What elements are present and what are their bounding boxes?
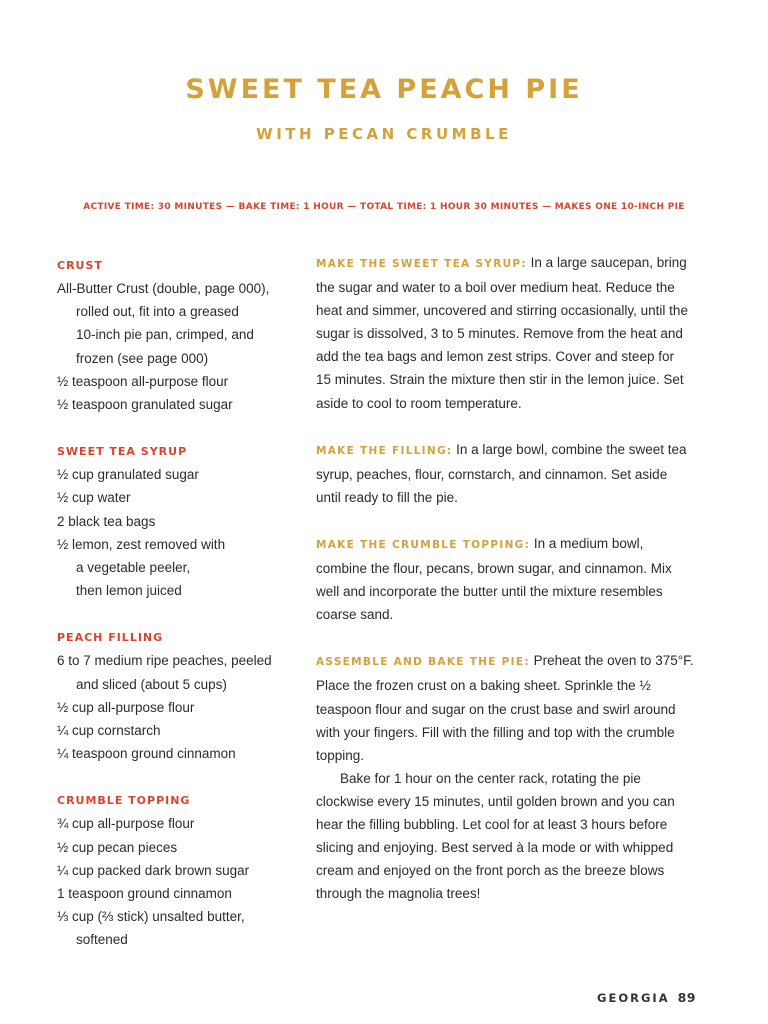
step-heading: ASSEMBLE AND BAKE THE PIE: xyxy=(316,656,530,669)
step-text: until ready to fill the pie. xyxy=(316,489,458,505)
step-text: topping. xyxy=(316,747,365,763)
step-text: cream and enjoyed on the front porch as the breeze blows xyxy=(316,863,665,879)
ingredient-line: frozen (see page 000) xyxy=(76,350,209,366)
footer-section-label: GEORGIA xyxy=(597,991,670,1005)
ingredient-line: ½ teaspoon granulated sugar xyxy=(57,397,233,413)
ingredient-line: ¼ cup packed dark brown sugar xyxy=(57,862,250,878)
step-text: Preheat the oven to 375°F. xyxy=(529,653,694,669)
peach-filling-heading: PEACH FILLING xyxy=(57,631,164,645)
step-crumble-topping xyxy=(316,532,700,626)
step-text: the sugar and water to a boil over medium heat. Reduce the xyxy=(316,280,675,296)
ingredient-line: 2 black tea bags xyxy=(57,513,156,529)
ingredient-line: then lemon juiced xyxy=(76,583,182,599)
ingredient-line: ½ lemon, zest removed with xyxy=(57,536,226,552)
step-text: add the tea bags and lemon zest strips. Cover and steep for xyxy=(316,349,674,365)
step-sweet-tea-syrup xyxy=(316,251,700,415)
method-column xyxy=(316,251,700,905)
step-text: well and incorporate the butter until the mixture resembles xyxy=(316,584,663,600)
ingredient-line: 6 to 7 medium ripe peaches, peeled xyxy=(57,653,272,669)
step-text: combine the flour, pecans, brown sugar, and cinnamon. Mix xyxy=(316,561,672,577)
ingredient-line: 10-inch pie pan, crimped, and xyxy=(76,327,254,343)
crumble-ingredient-list xyxy=(57,812,297,951)
ingredient-line: ¼ teaspoon ground cinnamon xyxy=(57,746,236,762)
step-text: slicing and enjoying. Best served à la mode or with whipped xyxy=(316,840,674,856)
ingredient-line: softened xyxy=(76,932,128,948)
ingredient-line: rolled out, fit into a greased xyxy=(76,304,239,320)
syrup-ingredient-list xyxy=(57,463,297,602)
crust-ingredient-list xyxy=(57,277,297,416)
step-assemble-bake xyxy=(316,649,700,766)
step-text: clockwise every 15 minutes, until golden brown and you can xyxy=(316,793,675,809)
ingredient-line: ½ cup water xyxy=(57,490,131,506)
sweet-tea-syrup-heading: SWEET TEA SYRUP xyxy=(57,445,188,459)
ingredients-column xyxy=(57,254,297,952)
step-heading: MAKE THE SWEET TEA SYRUP: xyxy=(316,258,527,270)
step-text: teaspoon flour and sugar on the crust base and swirl around xyxy=(316,701,676,717)
ingredient-line: ¼ cup cornstarch xyxy=(57,723,161,739)
step-text: aside to cool to room temperature. xyxy=(316,395,522,411)
step-text: heat and simmer, uncovered and stirring occasionally, until the xyxy=(316,303,688,319)
ingredient-line: a vegetable peeler, xyxy=(76,560,191,576)
ingredient-line: 1 teaspoon ground cinnamon xyxy=(57,886,232,902)
step-heading: MAKE THE CRUMBLE TOPPING: xyxy=(316,538,531,551)
step-text: hear the filling bubbling. Let cool for at least 3 hours before xyxy=(316,816,668,832)
step-text: through the magnolia trees! xyxy=(316,886,481,902)
page-footer xyxy=(597,990,696,1005)
step-bake-paragraph xyxy=(316,767,700,906)
crust-heading: CRUST xyxy=(57,259,103,272)
step-text: syrup, peaches, flour, cornstarch, and cinnamon. Set aside xyxy=(316,466,668,482)
ingredient-line: ⅓ cup (⅔ stick) unsalted butter, xyxy=(57,909,245,925)
filling-ingredient-list xyxy=(57,649,297,765)
step-heading: MAKE THE FILLING: xyxy=(316,444,453,457)
ingredient-line: and sliced (about 5 cups) xyxy=(76,676,227,692)
page-number: 89 xyxy=(677,990,696,1005)
step-text: Bake for 1 hour on the center rack, rotating the pie xyxy=(340,770,641,786)
step-text: sugar is dissolved, 3 to 5 minutes. Remove from the heat and xyxy=(316,326,683,342)
step-text: 15 minutes. Strain the mixture then stir in the lemon juice. Set xyxy=(316,372,684,388)
step-text: Place the frozen crust on a baking sheet. Sprinkle the ½ xyxy=(316,678,651,694)
ingredient-line: All-Butter Crust (double, page 000), xyxy=(57,281,270,296)
step-filling xyxy=(316,438,700,509)
ingredient-line: ½ cup all-purpose flour xyxy=(57,699,195,715)
recipe-title: SWEET TEA PEACH PIE xyxy=(185,74,583,105)
recipe-subtitle: WITH PECAN CRUMBLE xyxy=(256,125,512,143)
ingredient-line: ½ cup pecan pieces xyxy=(57,839,178,855)
step-text: In a large bowl, combine the sweet tea xyxy=(452,441,687,457)
ingredient-line: ¾ cup all-purpose flour xyxy=(57,816,195,832)
crumble-topping-heading: CRUMBLE TOPPING xyxy=(57,794,191,808)
step-text: In a large saucepan, bring xyxy=(526,255,687,270)
step-text: In a medium bowl, xyxy=(530,535,644,551)
ingredient-line: ½ cup granulated sugar xyxy=(57,467,199,483)
recipe-meta-times: ACTIVE TIME: 30 MINUTES — BAKE TIME: 1 HOUR — TOTAL TIME: 1 HOUR 30 MINUTES — MAKES ONE 10-INCH PIE xyxy=(83,202,685,212)
step-text: with your fingers. Fill with the filling and top with the crumble xyxy=(316,724,675,740)
step-text: coarse sand. xyxy=(316,607,394,623)
ingredient-line: ½ teaspoon all-purpose flour xyxy=(57,373,229,389)
